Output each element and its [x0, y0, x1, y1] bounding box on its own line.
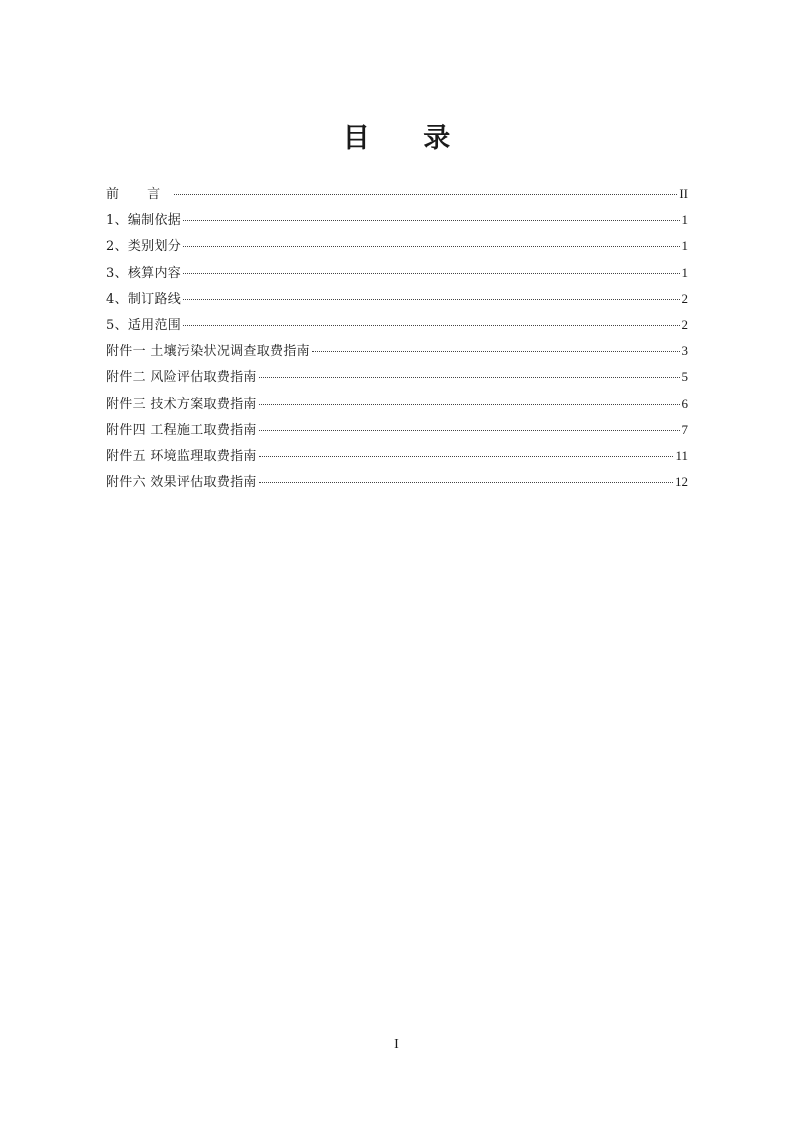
toc-entry-label: 附件六 效果评估取费指南 — [106, 475, 257, 491]
toc-entry-annex-6[interactable] — [106, 472, 688, 498]
toc-entry-label: 附件四 工程施工取费指南 — [106, 422, 257, 438]
toc-dot-leader — [183, 325, 679, 326]
toc-entry-label: 前 言 — [106, 187, 173, 202]
toc-dot-leader — [312, 351, 680, 352]
toc-entry-compilation-basis[interactable] — [106, 210, 688, 236]
toc-entry-accounting-content[interactable] — [106, 263, 688, 289]
toc-dot-leader — [259, 430, 680, 431]
toc-entry-page-number: 3 — [681, 343, 688, 359]
toc-dot-leader — [183, 299, 679, 300]
toc-entry-page-number: II — [679, 186, 688, 201]
toc-entry-preface[interactable] — [106, 184, 688, 210]
toc-dot-leader — [174, 194, 677, 195]
toc-entry-label: 附件一 土壤污染状况调查取费指南 — [106, 344, 310, 360]
toc-entry-page-number: 7 — [681, 421, 688, 437]
toc-entry-page-number: 1 — [681, 264, 688, 280]
toc-entry-label: 3、核算内容 — [106, 265, 182, 281]
toc-dot-leader — [183, 246, 679, 247]
toc-dot-leader — [259, 482, 673, 483]
toc-entry-page-number: 5 — [681, 369, 688, 385]
toc-entry-page-number: 1 — [681, 238, 688, 254]
toc-entry-annex-2[interactable] — [106, 367, 688, 393]
toc-entry-label: 4、制订路线 — [106, 291, 182, 307]
toc-dot-leader — [259, 456, 674, 457]
toc-entry-page-number: 1 — [681, 212, 688, 228]
toc-entry-annex-1[interactable] — [106, 341, 688, 367]
toc-entry-category-division[interactable] — [106, 236, 688, 262]
toc-entry-page-number: 12 — [675, 474, 688, 490]
toc-entry-annex-4[interactable] — [106, 420, 688, 446]
toc-dot-leader — [183, 273, 679, 274]
toc-entry-label: 附件二 风险评估取费指南 — [106, 370, 257, 386]
toc-entry-label: 2、类别划分 — [106, 239, 182, 255]
toc-dot-leader — [183, 220, 679, 221]
toc-dot-leader — [259, 377, 680, 378]
toc-entry-label: 附件五 环境监理取费指南 — [106, 448, 257, 464]
toc-entry-annex-3[interactable] — [106, 394, 688, 420]
toc-entry-annex-5[interactable] — [106, 446, 688, 472]
toc-entry-scope[interactable] — [106, 315, 688, 341]
table-of-contents — [106, 184, 688, 498]
toc-entry-label: 5、适用范围 — [106, 317, 182, 333]
toc-dot-leader — [259, 404, 680, 405]
toc-entry-formulation-route[interactable] — [106, 289, 688, 315]
toc-entry-page-number: 2 — [681, 290, 688, 306]
toc-entry-label: 1、编制依据 — [106, 213, 182, 229]
toc-entry-page-number: 6 — [681, 395, 688, 411]
page-title: 目 录 — [342, 123, 473, 154]
toc-entry-label: 附件三 技术方案取费指南 — [106, 396, 257, 412]
footer-page-number: I — [394, 1037, 399, 1052]
toc-entry-page-number: 2 — [681, 316, 688, 332]
toc-entry-page-number: 11 — [675, 447, 688, 463]
